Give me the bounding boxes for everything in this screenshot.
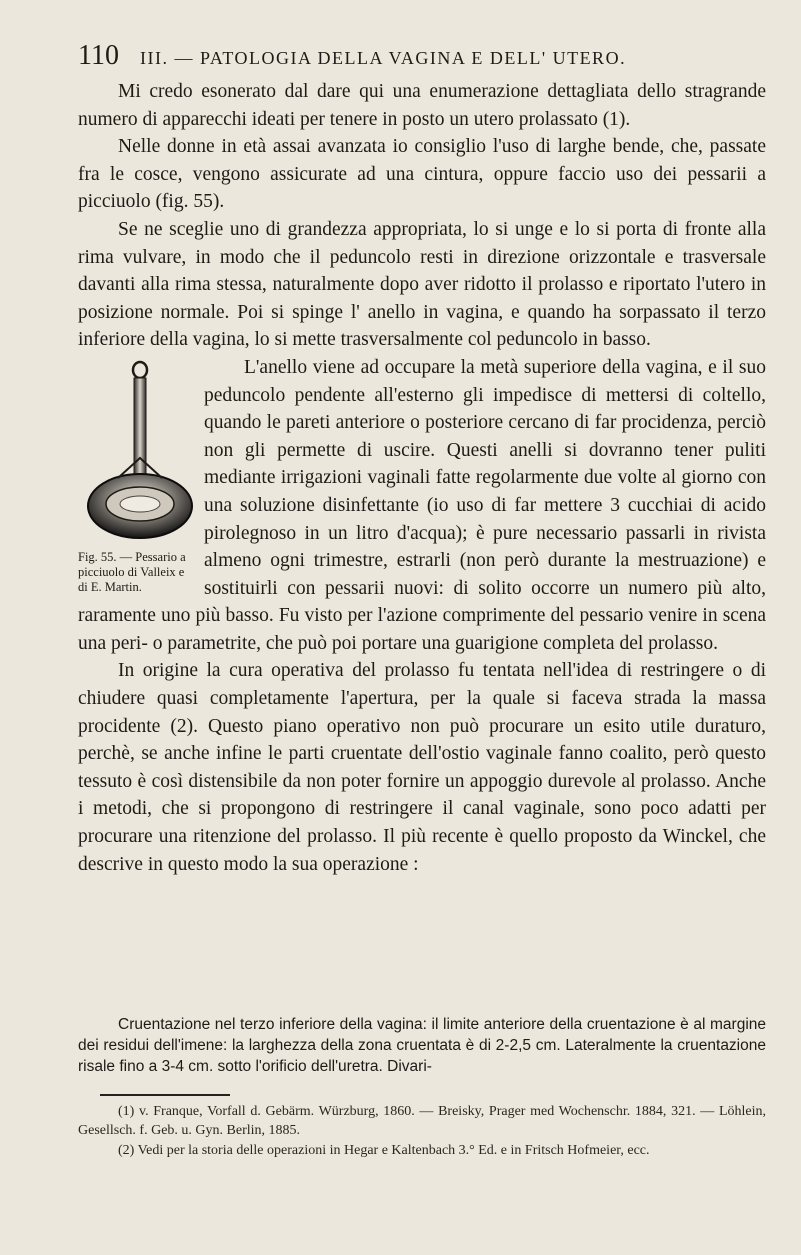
- paragraph: Nelle donne in età assai avanzata io consiglio l'uso di larghe bende, che, passate fra le cosce, vengono assicurate ad una cintura, oppure faccio uso dei pessarii a picciuolo (fig. 55).: [78, 136, 766, 213]
- stem-pessary-illustration: [78, 358, 194, 548]
- footnote: (1) v. Franque, Vorfall d. Gebärm. Würzburg, 1860. — Breisky, Prager med Wochenschr. 1884, 321. — Löhlein, Gesellsch. f. Geb. u. Gyn. Berlin, 1885.: [78, 1104, 766, 1138]
- small-print-block: [78, 1014, 766, 1077]
- paragraph: L'anello viene ad occupare la metà superiore della vagina, e il suo peduncolo pendente all'esterno gli impedisce di mettersi di coltello, quando le pareti anteriore o posteriore cercano di far procidenza, perciò non gli permette di uscire. Questi anelli si dovranno tener puliti mediante irrigazioni vaginali fatte regolarmente due volte al giorno con una soluzione disinfettante (io uso di far mettere 3 cucchiai di acido pirolegnoso in un litro d'acqua); è pure necessario passarli in rivista almeno ogni trimestre, estrarli (non però durante la mestruazione) e sostituirli con pessarii nuovi: di solito occorre un numero più alto, raramente uno più basso. Fu visto per l'azione comprimente del pessario venire in scena una peri- o parametrite, che può poi portare una guarigione completa del prolasso.: [78, 356, 766, 654]
- paragraph: Mi credo esonerato dal dare qui una enumerazione dettagliata dello stragrande numero di apparecchi ideati per tenere in posto un utero prolassato (1).: [78, 81, 766, 130]
- paragraph: In origine la cura operativa del prolasso fu tentata nell'idea di restringere o di chiudere quasi completamente l'apertura, per la quale si faceva strada la massa procidente (2). Questo piano operativo non può procurare un esito utile duraturo, perchè, se anche infine le parti cruentate dell'ostio vaginale fanno coalito, però questo tessuto è così distensibile da non poter fornire un appoggio durevole al prolasso. Anche i metodi, che si propongono di restringere il canal vaginale, sono poco adatti per procurare una ritenzione del prolasso. Il più recente è quello proposto da Winckel, che descrive in questo modo la sua operazione :: [78, 660, 766, 875]
- page-number: 110: [78, 40, 119, 71]
- footnote-rule: [100, 1094, 230, 1096]
- footnotes: [78, 1103, 766, 1163]
- small-paragraph: Cruentazione nel terzo inferiore della vagina: il limite anteriore della cruentazione è al margine dei residui dell'imene: la larghezza della zona cruentata è di 2-2,5 cm. Lateralmente la cruentazione risale fino a 3-4 cm. sotto l'orificio dell'uretra. Divari-: [78, 1016, 766, 1075]
- body-text: [78, 78, 766, 878]
- paragraph: Se ne sceglie uno di grandezza appropriata, lo si unge e lo si porta di fronte alla rima vulvare, in modo che il peduncolo resti in direzione orizzontale e trasversale davanti alla rima stessa, naturalmente dopo aver ridotto il prolasso e riportato l'utero in posizione normale. Poi si spinge l' anello in vagina, e quando ha sorpassato il terzo inferiore della vagina, lo si mette trasversalmente col peduncolo in basso.: [78, 218, 766, 351]
- running-head: III. — PATOLOGIA DELLA VAGINA E DELL' UTERO.: [140, 48, 627, 68]
- figure-55: [78, 358, 194, 595]
- figure-caption: Fig. 55. — Pessario a picciuolo di Valleix e di E. Martin.: [78, 549, 186, 594]
- footnote: (2) Vedi per la storia delle operazioni in Hegar e Kaltenbach 3.° Ed. e in Fritsch Hofmeier, ecc.: [118, 1143, 650, 1158]
- page-header: [78, 40, 768, 80]
